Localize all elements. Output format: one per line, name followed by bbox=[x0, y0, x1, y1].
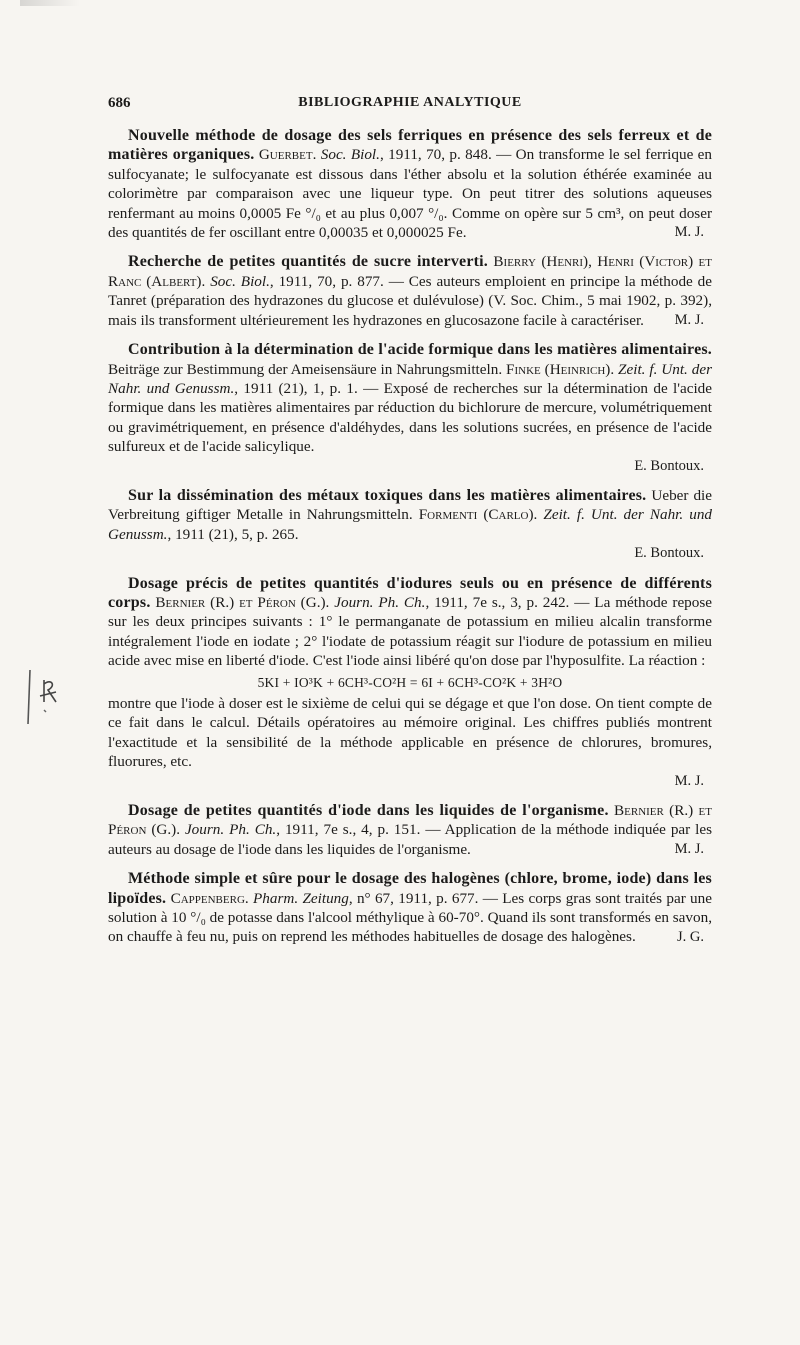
bibliography-entry bbox=[108, 801, 712, 859]
entry-citation: , 1911, 70, p. 877. bbox=[269, 272, 384, 290]
entry-title: Méthode simple et sûre pour le dosage des halogènes (chlore, brome, iode) dans les lipoïdes. bbox=[108, 870, 712, 907]
entry-signature: M. J. bbox=[674, 840, 704, 857]
handwritten-margin-mark bbox=[22, 662, 72, 732]
bibliography-entry bbox=[108, 574, 712, 791]
entry-citation: , 1911 (21), 1, p. 1. bbox=[234, 379, 358, 397]
entry-citation: , n° 67, 1911, p. 677. bbox=[348, 889, 479, 907]
entry-body: — Application de la méthode indiquée par les auteurs au dosage de l'iode dans les liquides de l'organisme. bbox=[108, 821, 713, 858]
entry-signature: E. Bontoux. bbox=[634, 457, 704, 474]
bibliography-entry bbox=[108, 869, 712, 947]
entry-journal: Journ. Ph. Ch. bbox=[184, 821, 277, 839]
entry-body: — La méthode repose sur les deux principes suivants : 1° le permanganate de potassium en milieu alcalin transforme intégralement l'iode en iodate ; 2° l'iodate de potassium réagit sur l'iodure de potassium en milieu acide avec mise en liberté d'iode. C'est l'iode ainsi libéré qu'on dose par l'hyposulfite. La réaction : bbox=[108, 593, 713, 670]
entry-authors: Formenti (Carlo). bbox=[418, 506, 538, 524]
bibliography-content bbox=[108, 126, 712, 957]
entry-subtitle: Beiträge zur Bestimmung der Ameisensäure in Nahrungsmitteln. bbox=[108, 360, 503, 378]
entry-title: Dosage de petites quantités d'iode dans les liquides de l'organisme. bbox=[128, 802, 609, 820]
running-head: BIBLIOGRAPHIE ANALYTIQUE bbox=[298, 95, 522, 110]
entry-authors: Guerbet. bbox=[258, 146, 317, 164]
entry-subtitle: Ueber die Verbreitung giftiger Metalle in Nahrungsmitteln. bbox=[108, 486, 712, 524]
entry-title: Nouvelle méthode de dosage des sels ferriques en présence des sels ferreux et de matières organiques. bbox=[108, 127, 712, 164]
entry-body: — Ces auteurs emploient en principe la méthode de Tanret (préparation des hydrazones du glucose et dulévulose) (V. Soc. Chim., 5 mai 1902, p. 392), mais ils transforment ultérieurement les hydrazones en glucosazone facile à caractériser. bbox=[108, 272, 713, 329]
bibliography-entry bbox=[108, 340, 712, 476]
entry-signature: M. J. bbox=[674, 224, 704, 241]
entry-signature: J. G. bbox=[677, 928, 704, 945]
entry-journal: Zeit. f. Unt. der Nahr. und Genussm. bbox=[108, 506, 713, 543]
entry-title: Contribution à la détermination de l'acide formique dans les matières alimentaires. bbox=[128, 341, 712, 359]
entry-body-continued: montre que l'iode à doser est le sixième de celui qui se dégage et que l'on dose. On tient compte de ce fait dans le calcul. Détails opératoires au mémoire original. Les chiffres publiés montrent l'exactitude et la sensibilité de la méthode applicable en présence de chlorures, bromures, fluorures, etc. bbox=[108, 695, 712, 771]
entry-journal: Soc. Biol. bbox=[320, 146, 380, 164]
entry-authors: Cappenberg. bbox=[170, 889, 249, 907]
entry-citation: , 1911, 70, p. 848. bbox=[379, 146, 492, 164]
entry-journal: Zeit. f. Unt. der Nahr. und Genussm. bbox=[108, 360, 713, 397]
entry-signature: E. Bontoux. bbox=[634, 545, 704, 562]
entry-authors: Bierry (Henri), Henri (Victor) et Ranc (Albert). bbox=[108, 253, 712, 290]
entry-authors: Finke (Heinrich). bbox=[506, 360, 615, 378]
bibliography-entry bbox=[108, 252, 712, 330]
entry-journal: Soc. Biol. bbox=[210, 272, 270, 290]
entry-citation: , 1911, 7e s., 3, p. 242. bbox=[425, 593, 570, 611]
margin-mark-icon bbox=[22, 662, 72, 732]
entry-title: Sur la dissémination des métaux toxiques dans les matières alimentaires. bbox=[128, 486, 647, 504]
entry-title: Dosage précis de petites quantités d'iodures seuls ou en présence de différents corps. bbox=[108, 574, 712, 611]
entry-title: Recherche de petites quantités de sucre interverti. bbox=[128, 253, 488, 271]
entry-body: — On transforme le sel ferrique en sulfocyanate; le sulfocyanate est dissous dans l'éther absolu et la solution éthérée examinée au colorimètre par comparaison avec une liqueur type. On peut titrer des solutions aqueuses renfermant au moins 0,0005 Fe °/₀ et au plus 0,007 °/₀. Comme on opère sur 5 cm³, on peut doser des quantités de fer oscillant entre 0,00035 et 0,000025 Fe. bbox=[108, 146, 713, 242]
entry-authors: Bernier (R.) et Péron (G.). bbox=[155, 593, 330, 611]
entry-authors: Bernier (R.) et Péron (G.). bbox=[108, 802, 712, 839]
entry-signature: M. J. bbox=[674, 311, 704, 328]
entry-citation: , 1911, 7e s., 4, p. 151. bbox=[276, 821, 421, 839]
entry-journal: Journ. Ph. Ch. bbox=[334, 593, 426, 611]
page-header bbox=[108, 95, 712, 119]
entry-journal: Pharm. Zeitung bbox=[253, 889, 349, 907]
bibliography-entry bbox=[108, 486, 712, 564]
entry-body: — Les corps gras sont traités par une solution à 10 °/₀ de potasse dans l'alcool méthylique à 60-70°. Quand ils sont transformés en savon, on chauffe à feu nu, puis on reprend les méthodes habituelles de dosage des halogènes. bbox=[108, 889, 712, 946]
bibliography-entry bbox=[108, 126, 712, 242]
scan-smudge bbox=[20, 0, 80, 6]
entry-body: — Exposé de recherches sur la détermination de l'acide formique dans les matières alimentaires par réduction du bichlorure de mercure, volumétriquement ou gravimétriquement, en présence d'aldéhydes, dans les solutions sucrées, en présence de l'acide sulfureux et de l'acide salicylique. bbox=[108, 379, 712, 456]
page-number: 686 bbox=[108, 95, 131, 111]
entry-citation: , 1911 (21), 5, p. 265. bbox=[167, 525, 299, 543]
chemical-formula: 5KI + IO³K + 6CH³-CO²H = 6I + 6CH³-CO²K + 3H²O bbox=[257, 674, 563, 690]
entry-signature: M. J. bbox=[674, 772, 704, 789]
